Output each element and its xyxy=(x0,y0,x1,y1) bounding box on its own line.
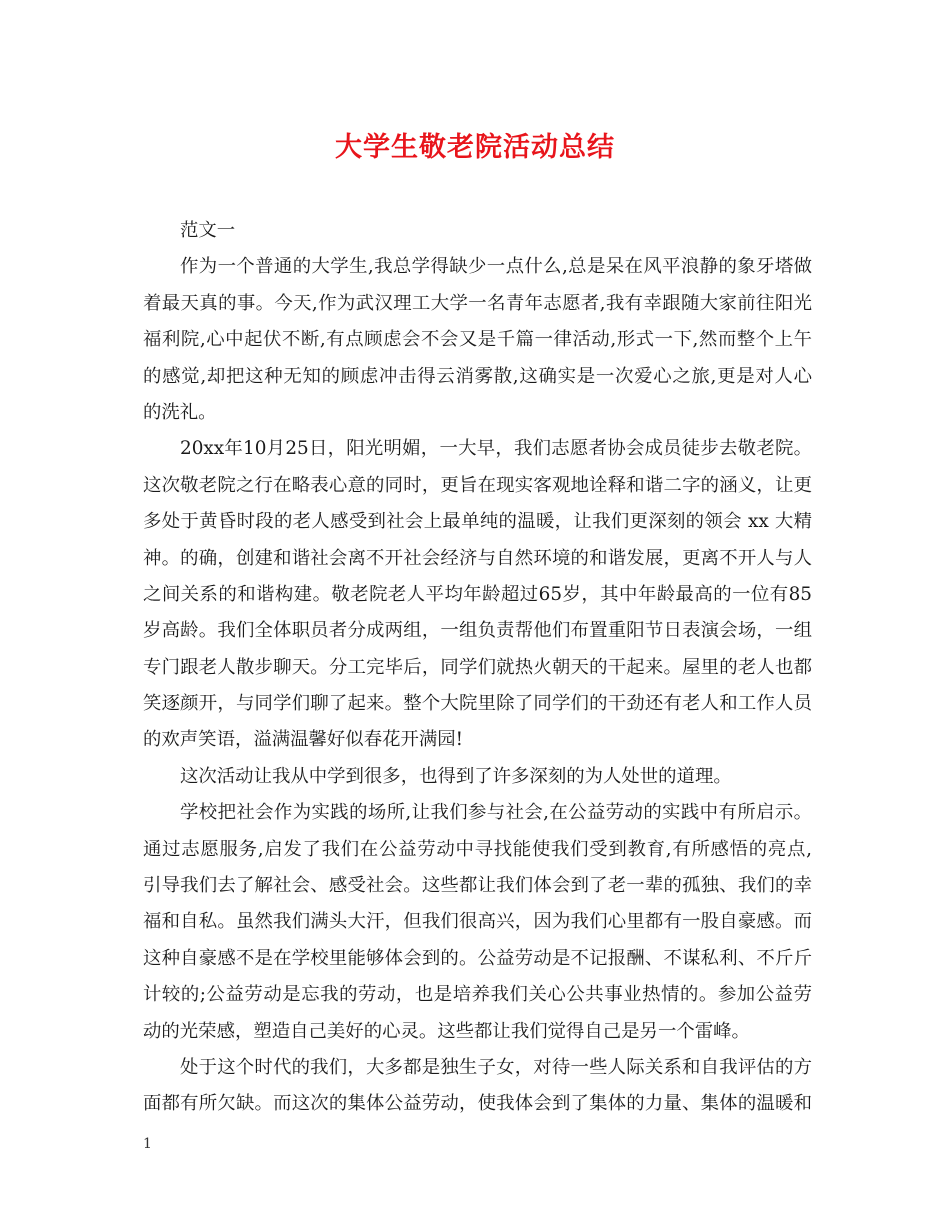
text-line: 20xx年10月25日，阳光明媚，一大早，我们志愿者协会成员徒步去敬老院。 xyxy=(180,438,812,460)
text-line: 这次敬老院之行在略表心意的同时，更旨在现实客观地诠释和谐二字的涵义，让更 xyxy=(143,474,812,496)
document-title: 大学生敬老院活动总结 xyxy=(335,132,615,163)
text-line: 着最天真的事。今天,作为武汉理工大学一名青年志愿者,我有幸跟随大家前往阳光 xyxy=(143,292,812,314)
text-line: 的欢声笑语，溢满温馨好似春花开满园! xyxy=(143,729,464,751)
text-line: 这次活动让我从中学到很多，也得到了许多深刻的为人处世的道理。 xyxy=(180,765,732,787)
page-number: 1 xyxy=(143,1136,152,1152)
text-line: 笑逐颜开，与同学们聊了起来。整个大院里除了同学们的干劲还有老人和工作人员 xyxy=(143,693,812,715)
text-line: 面都有所欠缺。而这次的集体公益劳动，使我体会到了集体的力量、集体的温暖和 xyxy=(143,1093,812,1115)
text-line: 岁高龄。我们全体职员者分成两组，一组负责帮他们布置重阳节日表演会场，一组 xyxy=(143,620,812,642)
text-line: 处于这个时代的我们，大多都是独生子女，对待一些人际关系和自我评估的方 xyxy=(180,1056,812,1078)
text-line: 动的光荣感，塑造自己美好的心灵。这些都让我们觉得自己是另一个雷峰。 xyxy=(143,1020,750,1042)
text-line: 这种自豪感不是在学校里能够体会到的。公益劳动是不记报酬、不谋私利、不斤斤 xyxy=(143,947,812,969)
text-line: 多处于黄昏时段的老人感受到社会上最单纯的温暖，让我们更深刻的领会 xx 大精 xyxy=(143,511,812,533)
text-line: 的感觉,却把这种无知的顾虑冲击得云消雾散,这确实是一次爱心之旅,更是对人心 xyxy=(143,365,812,387)
text-line: 范文一 xyxy=(180,220,236,241)
text-line: 引导我们去了解社会、感受社会。这些都让我们体会到了老一辈的孤独、我们的幸 xyxy=(143,875,812,897)
text-line: 的洗礼。 xyxy=(143,401,217,423)
text-line: 福和自私。虽然我们满头大汗，但我们很高兴，因为我们心里都有一股自豪感。而 xyxy=(143,911,812,933)
text-line: 之间关系的和谐构建。敬老院老人平均年龄超过65岁，其中年龄最高的一位有85 xyxy=(143,583,812,605)
text-line: 学校把社会作为实践的场所,让我们参与社会,在公益劳动的实践中有所启示。 xyxy=(180,802,812,824)
text-line: 通过志愿服务,启发了我们在公益劳动中寻找能使我们受到教育,有所感悟的亮点, xyxy=(143,838,812,860)
text-line: 计较的;公益劳动是忘我的劳动，也是培养我们关心公共事业热情的。参加公益劳 xyxy=(143,984,812,1006)
text-line: 作为一个普通的大学生,我总学得缺少一点什么,总是呆在风平浪静的象牙塔做 xyxy=(180,256,812,278)
text-line: 福利院,心中起伏不断,有点顾虑会不会又是千篇一律活动,形式一下,然而整个上午 xyxy=(143,329,812,351)
text-line: 神。的确，创建和谐社会离不开社会经济与自然环境的和谐发展，更离不开人与人 xyxy=(143,547,812,569)
text-line: 专门跟老人散步聊天。分工完毕后，同学们就热火朝天的干起来。屋里的老人也都 xyxy=(143,656,812,678)
document-body xyxy=(143,213,812,1123)
